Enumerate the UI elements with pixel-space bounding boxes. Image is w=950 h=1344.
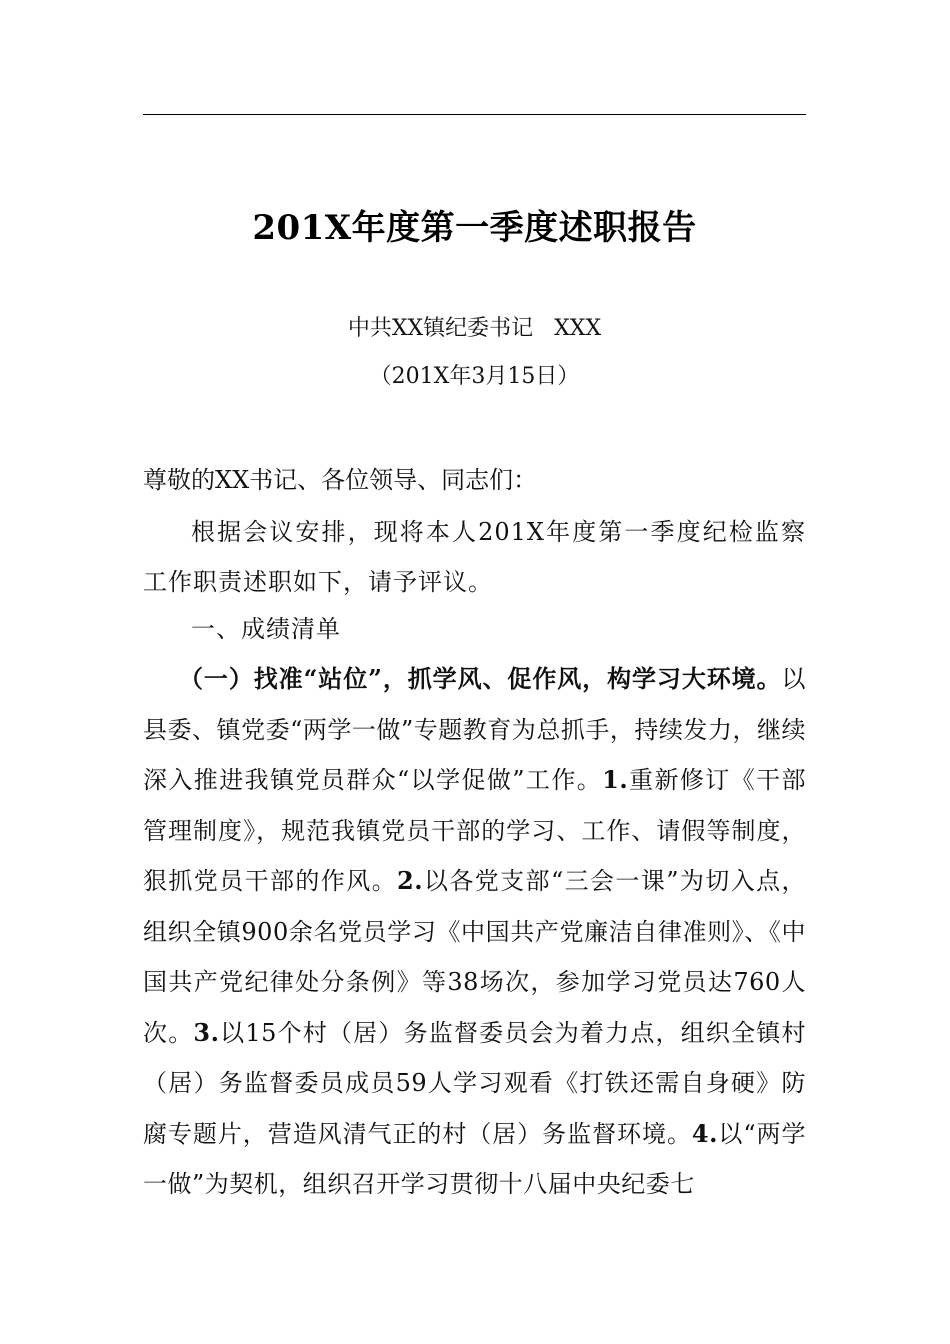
paragraph-text: 重新修订《干部管理制度》，规范我镇党员干部的学习、工作、请假等制度，狠抓党员干部的作风。 xyxy=(143,766,807,895)
item-number: 3. xyxy=(193,1017,220,1047)
document-title: 201X年度第一季度述职报告 xyxy=(252,208,697,248)
salutation: 尊敬的XX书记、各位领导、同志们： xyxy=(143,466,538,494)
paragraph-text: 以“两学一做”为契机，组织召开学习贯彻十八届中央纪委七 xyxy=(143,1119,807,1198)
section-heading: 一、成绩清单 xyxy=(191,615,341,643)
author-line: 中共XX镇纪委书记 XXX xyxy=(347,316,602,341)
item-number: 2. xyxy=(397,866,424,895)
paragraph-text: 以县委、镇党委“两学一做”专题教育为总抓手，持续发力，继续深入推进我镇党员群众“以学促做”工作。 xyxy=(143,665,806,794)
body-paragraph xyxy=(143,654,806,1210)
item-number: 1. xyxy=(602,765,629,794)
date-line: （201X年3月15日） xyxy=(369,364,580,389)
paragraph-text: 以15个村（居）务监督委员会为着力点，组织全镇村（居）务监督委员成员59人学习观看《打铁还需自身硬》防腐专题片，营造风清气正的村（居）务监督环境。 xyxy=(143,1018,807,1148)
item-number: 4. xyxy=(691,1118,718,1148)
header-rule xyxy=(143,114,806,115)
intro-paragraph: 根据会议安排，现将本人201X年度第一季度纪检监察工作职责述职如下，请予评议。 xyxy=(143,518,806,596)
paragraph-heading: （一）找准“站位”，抓学风、促作风，构学习大环境。 xyxy=(179,664,782,693)
paragraph-text: 以各党支部“三会一课”为切入点，组织全镇900余名党员学习《中国共产党廉洁自律准则》、《中国共产党纪律处分条例》等38场次，参加学习党员达760人次。 xyxy=(143,867,806,1047)
